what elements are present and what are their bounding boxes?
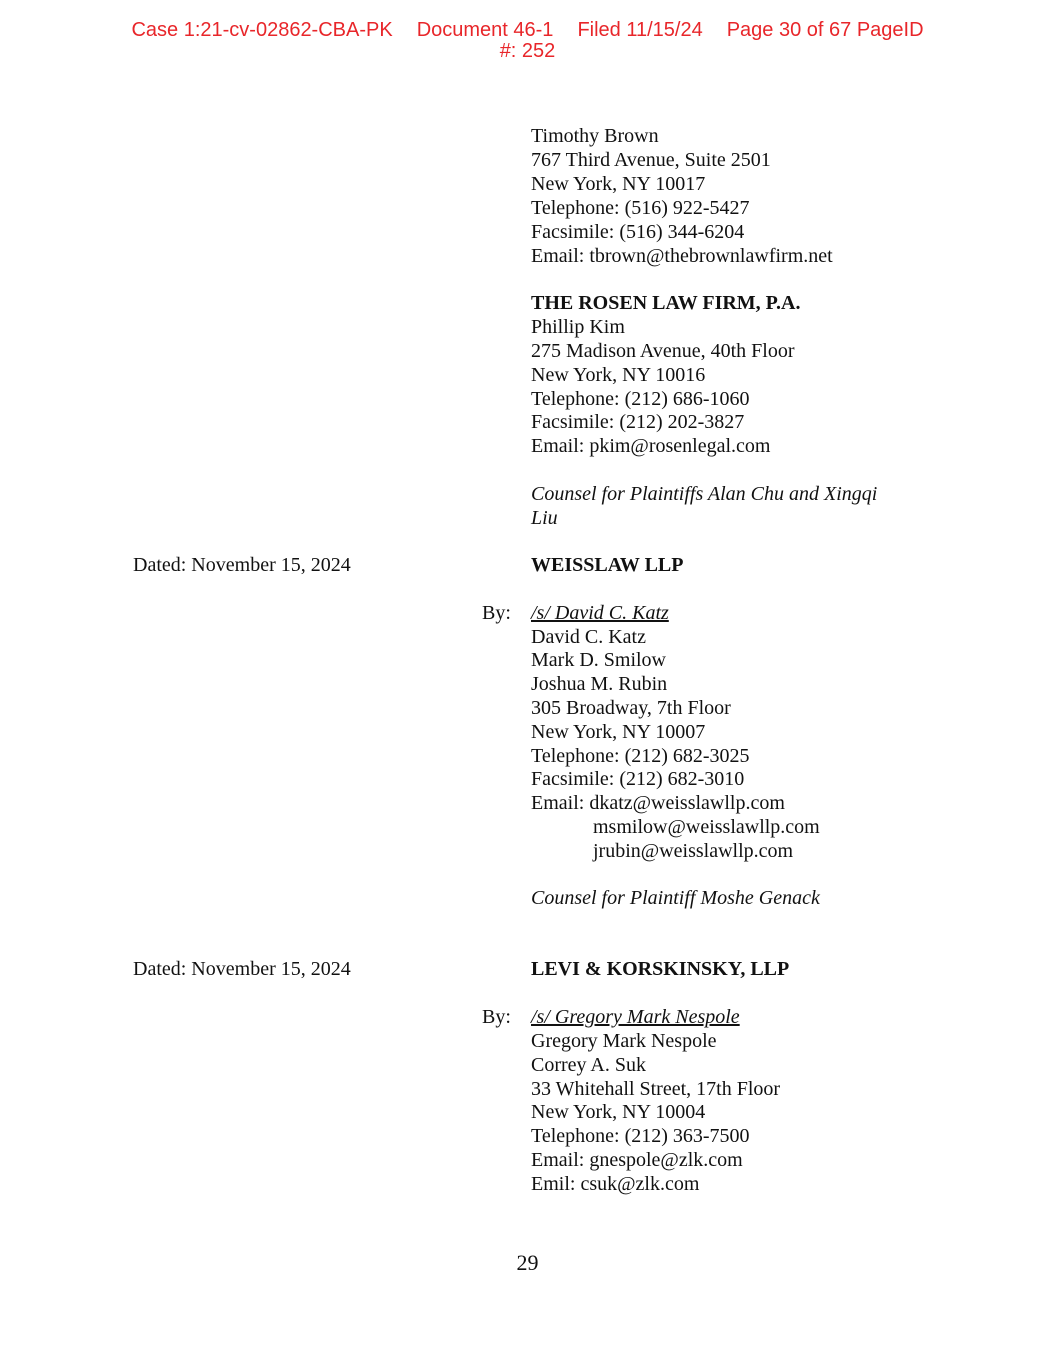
rosen-email: Email: pkim@rosenlegal.com bbox=[531, 435, 771, 457]
weisslaw-attorney: David C. Katz bbox=[531, 626, 646, 648]
page-id: #: 252 bbox=[499, 40, 556, 62]
rosen-telephone: Telephone: (212) 686-1060 bbox=[531, 388, 750, 410]
rosen-city: New York, NY 10016 bbox=[531, 364, 706, 386]
brown-name: Timothy Brown bbox=[531, 125, 659, 147]
weisslaw-by-label: By: bbox=[482, 602, 511, 624]
brown-facsimile: Facsimile: (516) 344-6204 bbox=[531, 221, 745, 243]
page-count: Page 30 of 67 PageID bbox=[726, 19, 924, 41]
weisslaw-attorney: Joshua M. Rubin bbox=[531, 673, 668, 695]
levi-dated: Dated: November 15, 2024 bbox=[133, 958, 351, 980]
rosen-facsimile: Facsimile: (212) 202-3827 bbox=[531, 411, 745, 433]
brown-email: Email: tbrown@thebrownlawfirm.net bbox=[531, 245, 833, 267]
weisslaw-dated: Dated: November 15, 2024 bbox=[133, 554, 351, 576]
levi-attorney: Correy A. Suk bbox=[531, 1054, 646, 1076]
filed-date: Filed 11/15/24 bbox=[577, 19, 703, 41]
brown-address: 767 Third Avenue, Suite 2501 bbox=[531, 149, 771, 171]
weisslaw-email-2: msmilow@weisslawllp.com bbox=[593, 816, 820, 838]
levi-email-2: Emil: csuk@zlk.com bbox=[531, 1173, 700, 1195]
weisslaw-signature-line bbox=[531, 601, 717, 625]
case-number: Case 1:21-cv-02862-CBA-PK bbox=[131, 19, 393, 41]
weisslaw-email-3: jrubin@weisslawllp.com bbox=[593, 840, 794, 862]
levi-signature: /s/ Gregory Mark Nespole bbox=[531, 1006, 740, 1028]
rosen-address: 275 Madison Avenue, 40th Floor bbox=[531, 340, 795, 362]
document-number: Document 46-1 bbox=[416, 19, 554, 41]
weisslaw-facsimile: Facsimile: (212) 682-3010 bbox=[531, 768, 745, 790]
weisslaw-address: 305 Broadway, 7th Floor bbox=[531, 697, 731, 719]
weisslaw-attorney: Mark D. Smilow bbox=[531, 649, 666, 671]
weisslaw-counsel: Counsel for Plaintiff Moshe Genack bbox=[531, 887, 820, 909]
levi-attorney: Gregory Mark Nespole bbox=[531, 1030, 717, 1052]
levi-email: Email: gnespole@zlk.com bbox=[531, 1149, 743, 1171]
filing-header bbox=[0, 20, 1055, 62]
brown-telephone: Telephone: (516) 922-5427 bbox=[531, 197, 750, 219]
rosen-counsel-line-1: Counsel for Plaintiffs Alan Chu and Xingqi bbox=[531, 483, 878, 505]
page-number: 29 bbox=[516, 1250, 539, 1275]
weisslaw-signature: /s/ David C. Katz bbox=[531, 602, 669, 624]
filing-header-line-1 bbox=[0, 20, 1055, 41]
levi-address: 33 Whitehall Street, 17th Floor bbox=[531, 1078, 781, 1100]
levi-telephone: Telephone: (212) 363-7500 bbox=[531, 1125, 750, 1147]
weisslaw-city: New York, NY 10007 bbox=[531, 721, 706, 743]
rosen-firm-name: THE ROSEN LAW FIRM, P.A. bbox=[531, 292, 801, 314]
weisslaw-firm-name: WEISSLAW LLP bbox=[531, 554, 684, 576]
levi-city: New York, NY 10004 bbox=[531, 1101, 706, 1123]
rosen-counsel-line-2: Liu bbox=[531, 507, 558, 529]
weisslaw-email: Email: dkatz@weisslawllp.com bbox=[531, 792, 785, 814]
brown-city: New York, NY 10017 bbox=[531, 173, 706, 195]
levi-firm-name: LEVI & KORSKINSKY, LLP bbox=[531, 958, 790, 980]
levi-signature-line bbox=[531, 1005, 779, 1029]
weisslaw-telephone: Telephone: (212) 682-3025 bbox=[531, 745, 750, 767]
levi-by-label: By: bbox=[482, 1006, 511, 1028]
rosen-attorney: Phillip Kim bbox=[531, 316, 625, 338]
